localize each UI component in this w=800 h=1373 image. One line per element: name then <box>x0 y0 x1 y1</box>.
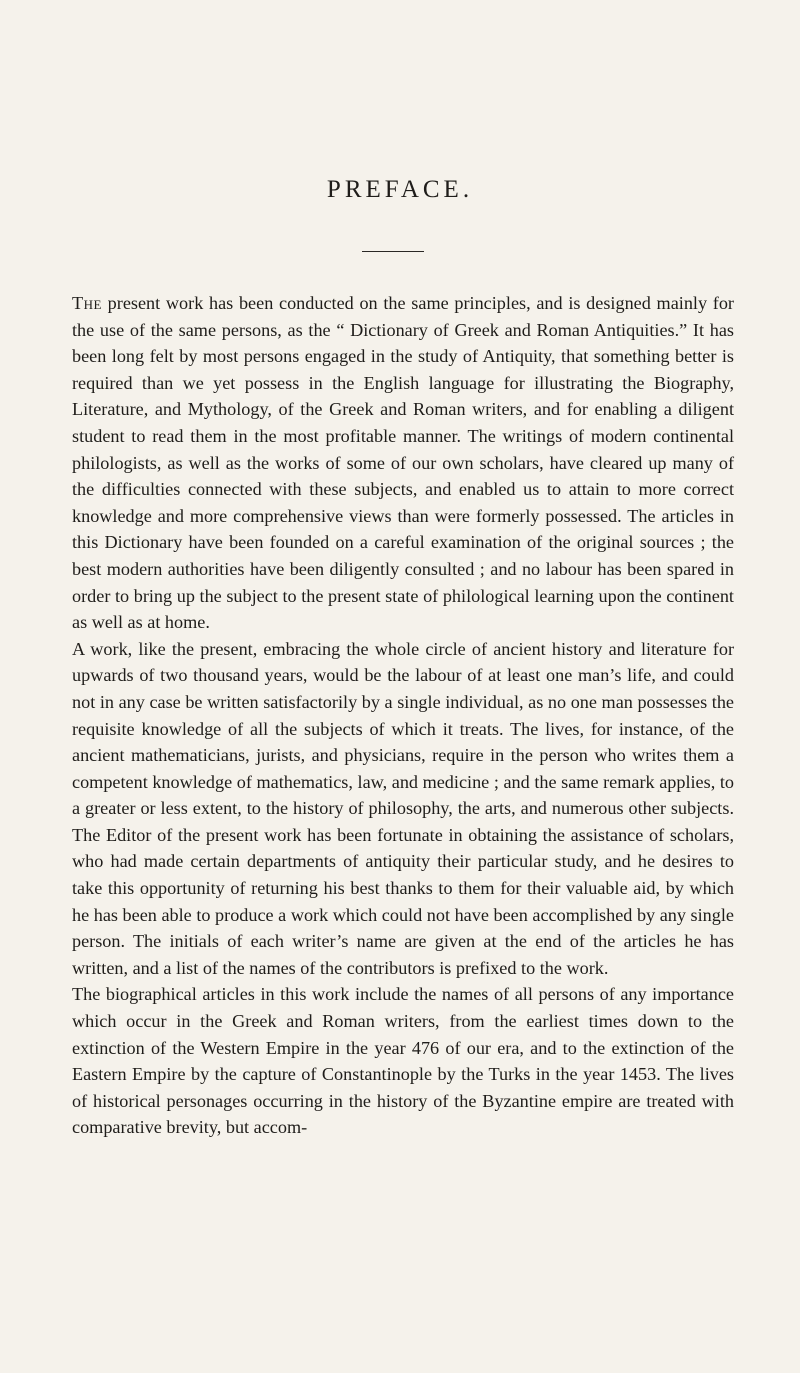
paragraph-1 <box>72 290 734 636</box>
preface-body <box>72 290 734 1141</box>
paragraph-1-text: present work has been conducted on the same principles, and is designed mainly for the use of the same persons, as the “ Dictionary of Greek and Roman Antiquities.” It has been long felt by most persons engaged in the study of Antiquity, that something better is required than we yet possess in the English language for illustrating the Biography, Literature, and Mythology, of the Greek and Roman writers, and for enabling a diligent student to read them in the most profitable manner. The writings of modern continental philologists, as well as the works of some of our own scholars, have cleared up many of the difficulties connected with these subjects, and enabled us to attain to more correct knowledge and more comprehensive views than were formerly possessed. The articles in this Dictionary have been founded on a careful examination of the original sources ; the best modern authorities have been diligently consulted ; and no labour has been spared in order to bring up the subject to the present state of philological learning upon the continent as well as at home. <box>72 293 734 633</box>
paragraph-3: The biographical articles in this work include the names of all persons of any importance which occur in the Greek and Roman writers, from the earliest times down to the extinction of the Western Empire in the year 476 of our era, and to the extinction of the Eastern Empire by the capture of Constantinople by the Turks in the year 1453. The lives of historical personages occurring in the history of the Byzantine empire are treated with comparative brevity, but accom- <box>72 984 734 1138</box>
lead-word: The <box>72 293 102 313</box>
page-title: PREFACE. <box>326 176 474 203</box>
title-divider <box>362 251 424 252</box>
paragraph-2: A work, like the present, embracing the whole circle of ancient history and literature for upwards of two thousand years, would be the labour of at least one man’s life, and could not in any case be written satisfactorily by a single individual, as no one man possesses the requisite knowledge of all the subjects of which it treats. The lives, for instance, of the ancient mathematicians, jurists, and physicians, require in the person who writes them a competent knowledge of mathematics, law, and medicine ; and the same remark applies, to a greater or less extent, to the history of philosophy, the arts, and numerous other subjects. The Editor of the present work has been fortunate in obtaining the assistance of scholars, who had made certain departments of antiquity their particular study, and he desires to take this opportunity of returning his best thanks to them for their valuable aid, by which he has been able to produce a work which could not have been accomplished by any single person. The initials of each writer’s name are given at the end of the articles he has written, and a list of the names of the contributors is prefixed to the work. <box>72 638 734 978</box>
